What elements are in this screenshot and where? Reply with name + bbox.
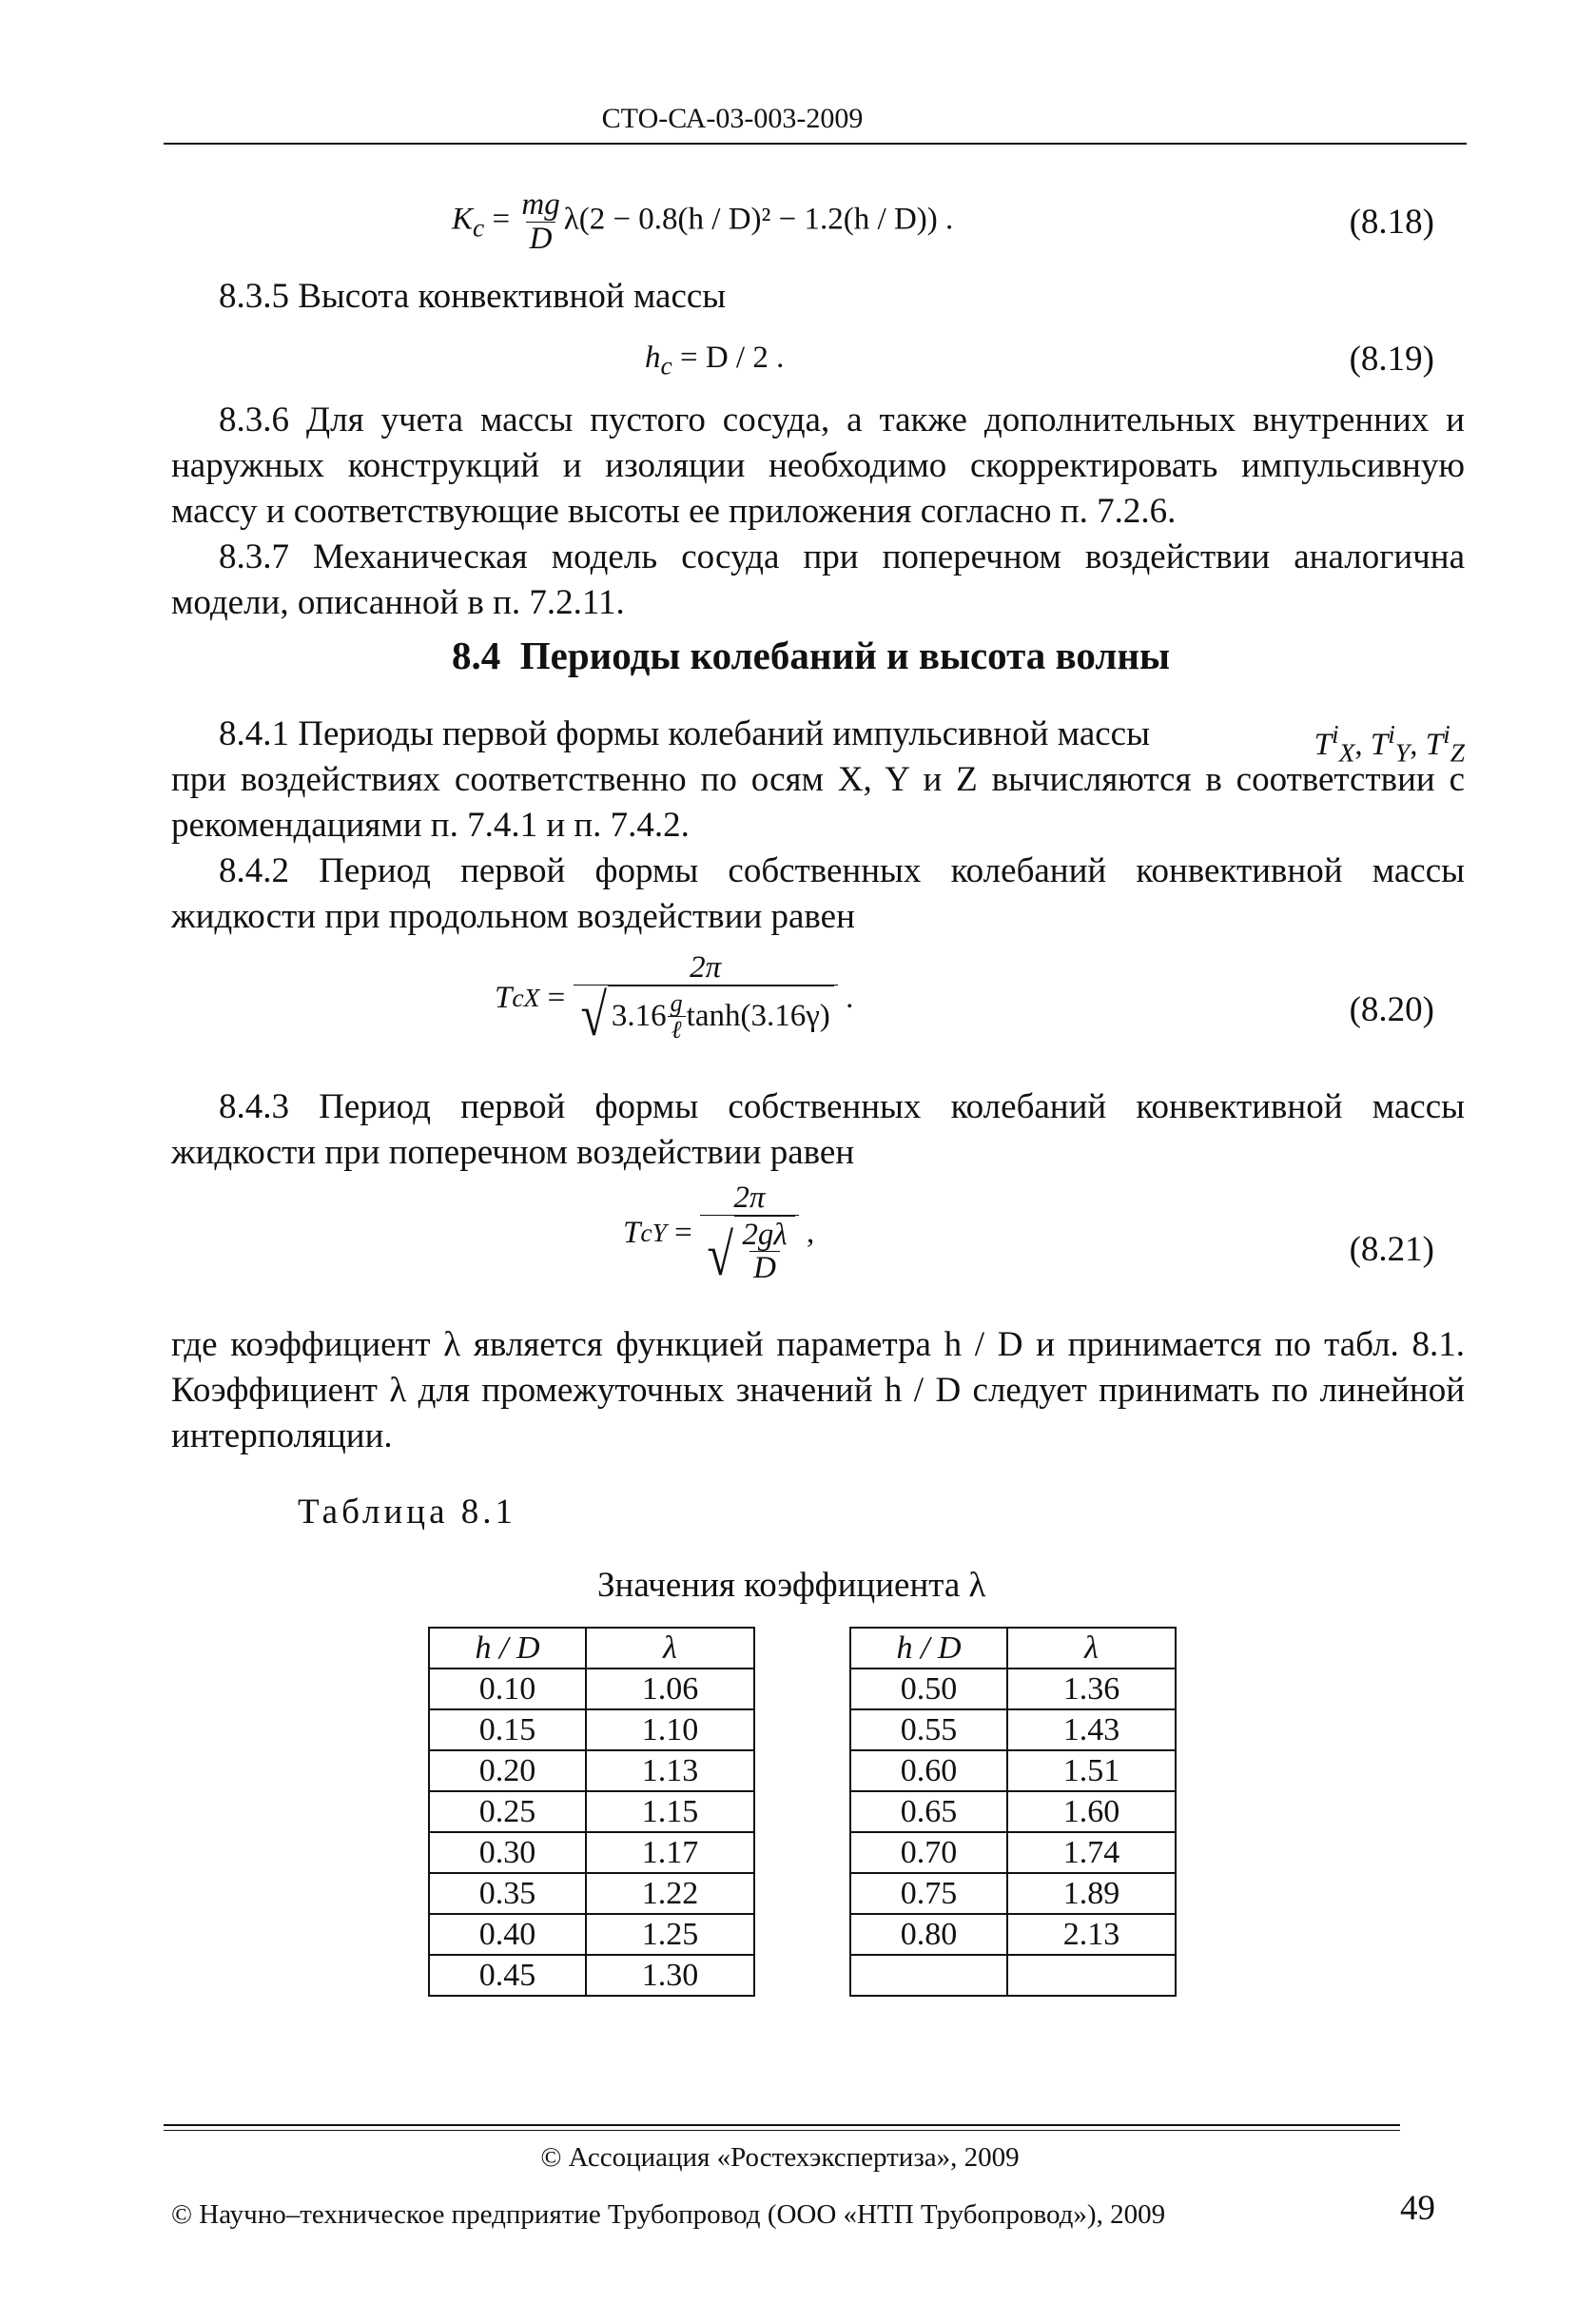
cell-hd: 0.50 [850,1669,1007,1709]
cell-hd: 0.75 [850,1873,1007,1914]
table-row [429,1914,754,1955]
paragraph-8-3-7: 8.3.7 Механическая модель сосуда при поперечном воздействии аналогична модели, описанной в п. 7.2.11. [171,537,1465,622]
table-row [429,1669,754,1709]
cell-lambda: 1.60 [1007,1791,1176,1832]
cell-hd: 0.80 [850,1914,1007,1955]
cell-hd [850,1955,1007,1996]
table-row [850,1832,1176,1873]
paragraph-8-3-6: 8.3.6 Для учета массы пустого сосуда, а также дополнительных внутренних и наружных конструкций и изоляции необходимо скорректировать импульсивную массу и соответствующие высоты ее приложения согласно п. 7.2.6. [171,400,1465,531]
footer-rule [164,2124,1400,2126]
section-title: Периоды колебаний и высота волны [519,634,1170,677]
cell-lambda: 1.22 [586,1873,754,1914]
cell-lambda: 2.13 [1007,1914,1176,1955]
paragraph-8-4-1-lead: 8.4.1 Периоды первой формы колебаний импульсивной массы $T^i_X$, $T^i_Y$, $T^i_Z$ [219,714,1465,768]
cell-lambda: 1.17 [586,1832,754,1873]
cell-hd: 0.10 [429,1669,586,1709]
table-row [850,1955,1176,1996]
cell-lambda: 1.74 [1007,1832,1176,1873]
table-row [429,1750,754,1791]
table-row [429,1832,754,1873]
paragraph-where: где коэффициент λ является функцией параметра h / D и принимается по табл. 8.1. Коэффициент λ для промежуточных значений h / D следует принимать по линейной интерполяции. [171,1325,1465,1455]
table-header-row [429,1628,754,1669]
table-label: Таблица 8.1 [298,1493,516,1532]
equation-number-8-21: (8.21) [1349,1230,1434,1269]
footer-rule-thin [164,2130,1400,2131]
footer-company: © Научно–техническое предприятие Трубопровод (ООО «НТП Трубопровод»), 2009 [171,2199,1166,2230]
table-row [429,1873,754,1914]
paragraph-8-4-3: 8.4.3 Период первой формы собственных колебаний конвективной массы жидкости при поперечном воздействии равен [171,1087,1465,1172]
lambda-table-right [849,1627,1177,1997]
cell-hd: 0.55 [850,1709,1007,1750]
cell-hd: 0.25 [429,1791,586,1832]
cell-lambda: 1.10 [586,1709,754,1750]
header-hd: h / D [429,1628,586,1669]
cell-lambda: 1.51 [1007,1750,1176,1791]
header-hd: h / D [850,1628,1007,1669]
equation-8-20: T c X = 2π √ 3.16 $\frac{g}{\text{ℓ}}$ tanh(3.16γ) . [495,950,854,1048]
table-caption: Значения коэффициента λ [597,1566,986,1605]
table-row [850,1750,1176,1791]
equation-number-8-18: (8.18) [1349,203,1434,242]
cell-hd: 0.60 [850,1750,1007,1791]
table-row [850,1709,1176,1750]
cell-hd: 0.20 [429,1750,586,1791]
table-row [850,1914,1176,1955]
cell-lambda: 1.25 [586,1914,754,1955]
cell-hd: 0.65 [850,1791,1007,1832]
cell-lambda: 1.36 [1007,1669,1176,1709]
header-lambda: λ [586,1628,754,1669]
cell-hd: 0.40 [429,1914,586,1955]
equation-number-8-20: (8.20) [1349,990,1434,1029]
cell-lambda: 1.43 [1007,1709,1176,1750]
equation-8-19: $h_c = D / 2$ . [645,341,785,381]
cell-lambda: 1.06 [586,1669,754,1709]
table-row [429,1955,754,1996]
page-number: 49 [1400,2189,1435,2228]
table-row [850,1873,1176,1914]
table-row [429,1709,754,1750]
cell-lambda: 1.13 [586,1750,754,1791]
cell-lambda [1007,1955,1176,1996]
document-code: СТО-СА-03-003-2009 [601,103,864,134]
cell-hd: 0.35 [429,1873,586,1914]
cell-lambda: 1.15 [586,1791,754,1832]
section-number: 8.4 [452,634,501,677]
footer-association: © Ассоциация «Ростехэкспертиза», 2009 [540,2142,1020,2173]
table-row [850,1669,1176,1709]
cell-hd: 0.70 [850,1832,1007,1873]
cell-lambda: 1.89 [1007,1873,1176,1914]
cell-hd: 0.15 [429,1709,586,1750]
section-heading-8-4 [452,633,1170,678]
paragraph-8-4-2: 8.4.2 Период первой формы собственных колебаний конвективной массы жидкости при продольном воздействии равен [171,851,1465,936]
equation-number-8-19: (8.19) [1349,340,1434,379]
paragraph-8-4-1-rest: при воздействиях соответственно по осям X, Y и Z вычисляются в соответствии с рекомендациями п. 7.4.1 и п. 7.4.2. [171,760,1465,845]
cell-lambda: 1.30 [586,1955,754,1996]
table-header-row [850,1628,1176,1669]
cell-hd: 0.30 [429,1832,586,1873]
equation-8-21: T c Y = 2π √ $\frac{2g\lambda}{D}$ , [623,1181,815,1289]
equation-8-18: $K_c$ = $\frac{mg}{D}$ λ(2 − 0.8(h / D)² − 1.2(h / D)) . [452,187,954,256]
table-row [850,1791,1176,1832]
header-rule [164,143,1467,145]
header-lambda: λ [1007,1628,1176,1669]
table-row [429,1791,754,1832]
lambda-table-left [428,1627,755,1997]
paragraph-8-3-5: 8.3.5 Высота конвективной массы [219,277,727,316]
cell-hd: 0.45 [429,1955,586,1996]
